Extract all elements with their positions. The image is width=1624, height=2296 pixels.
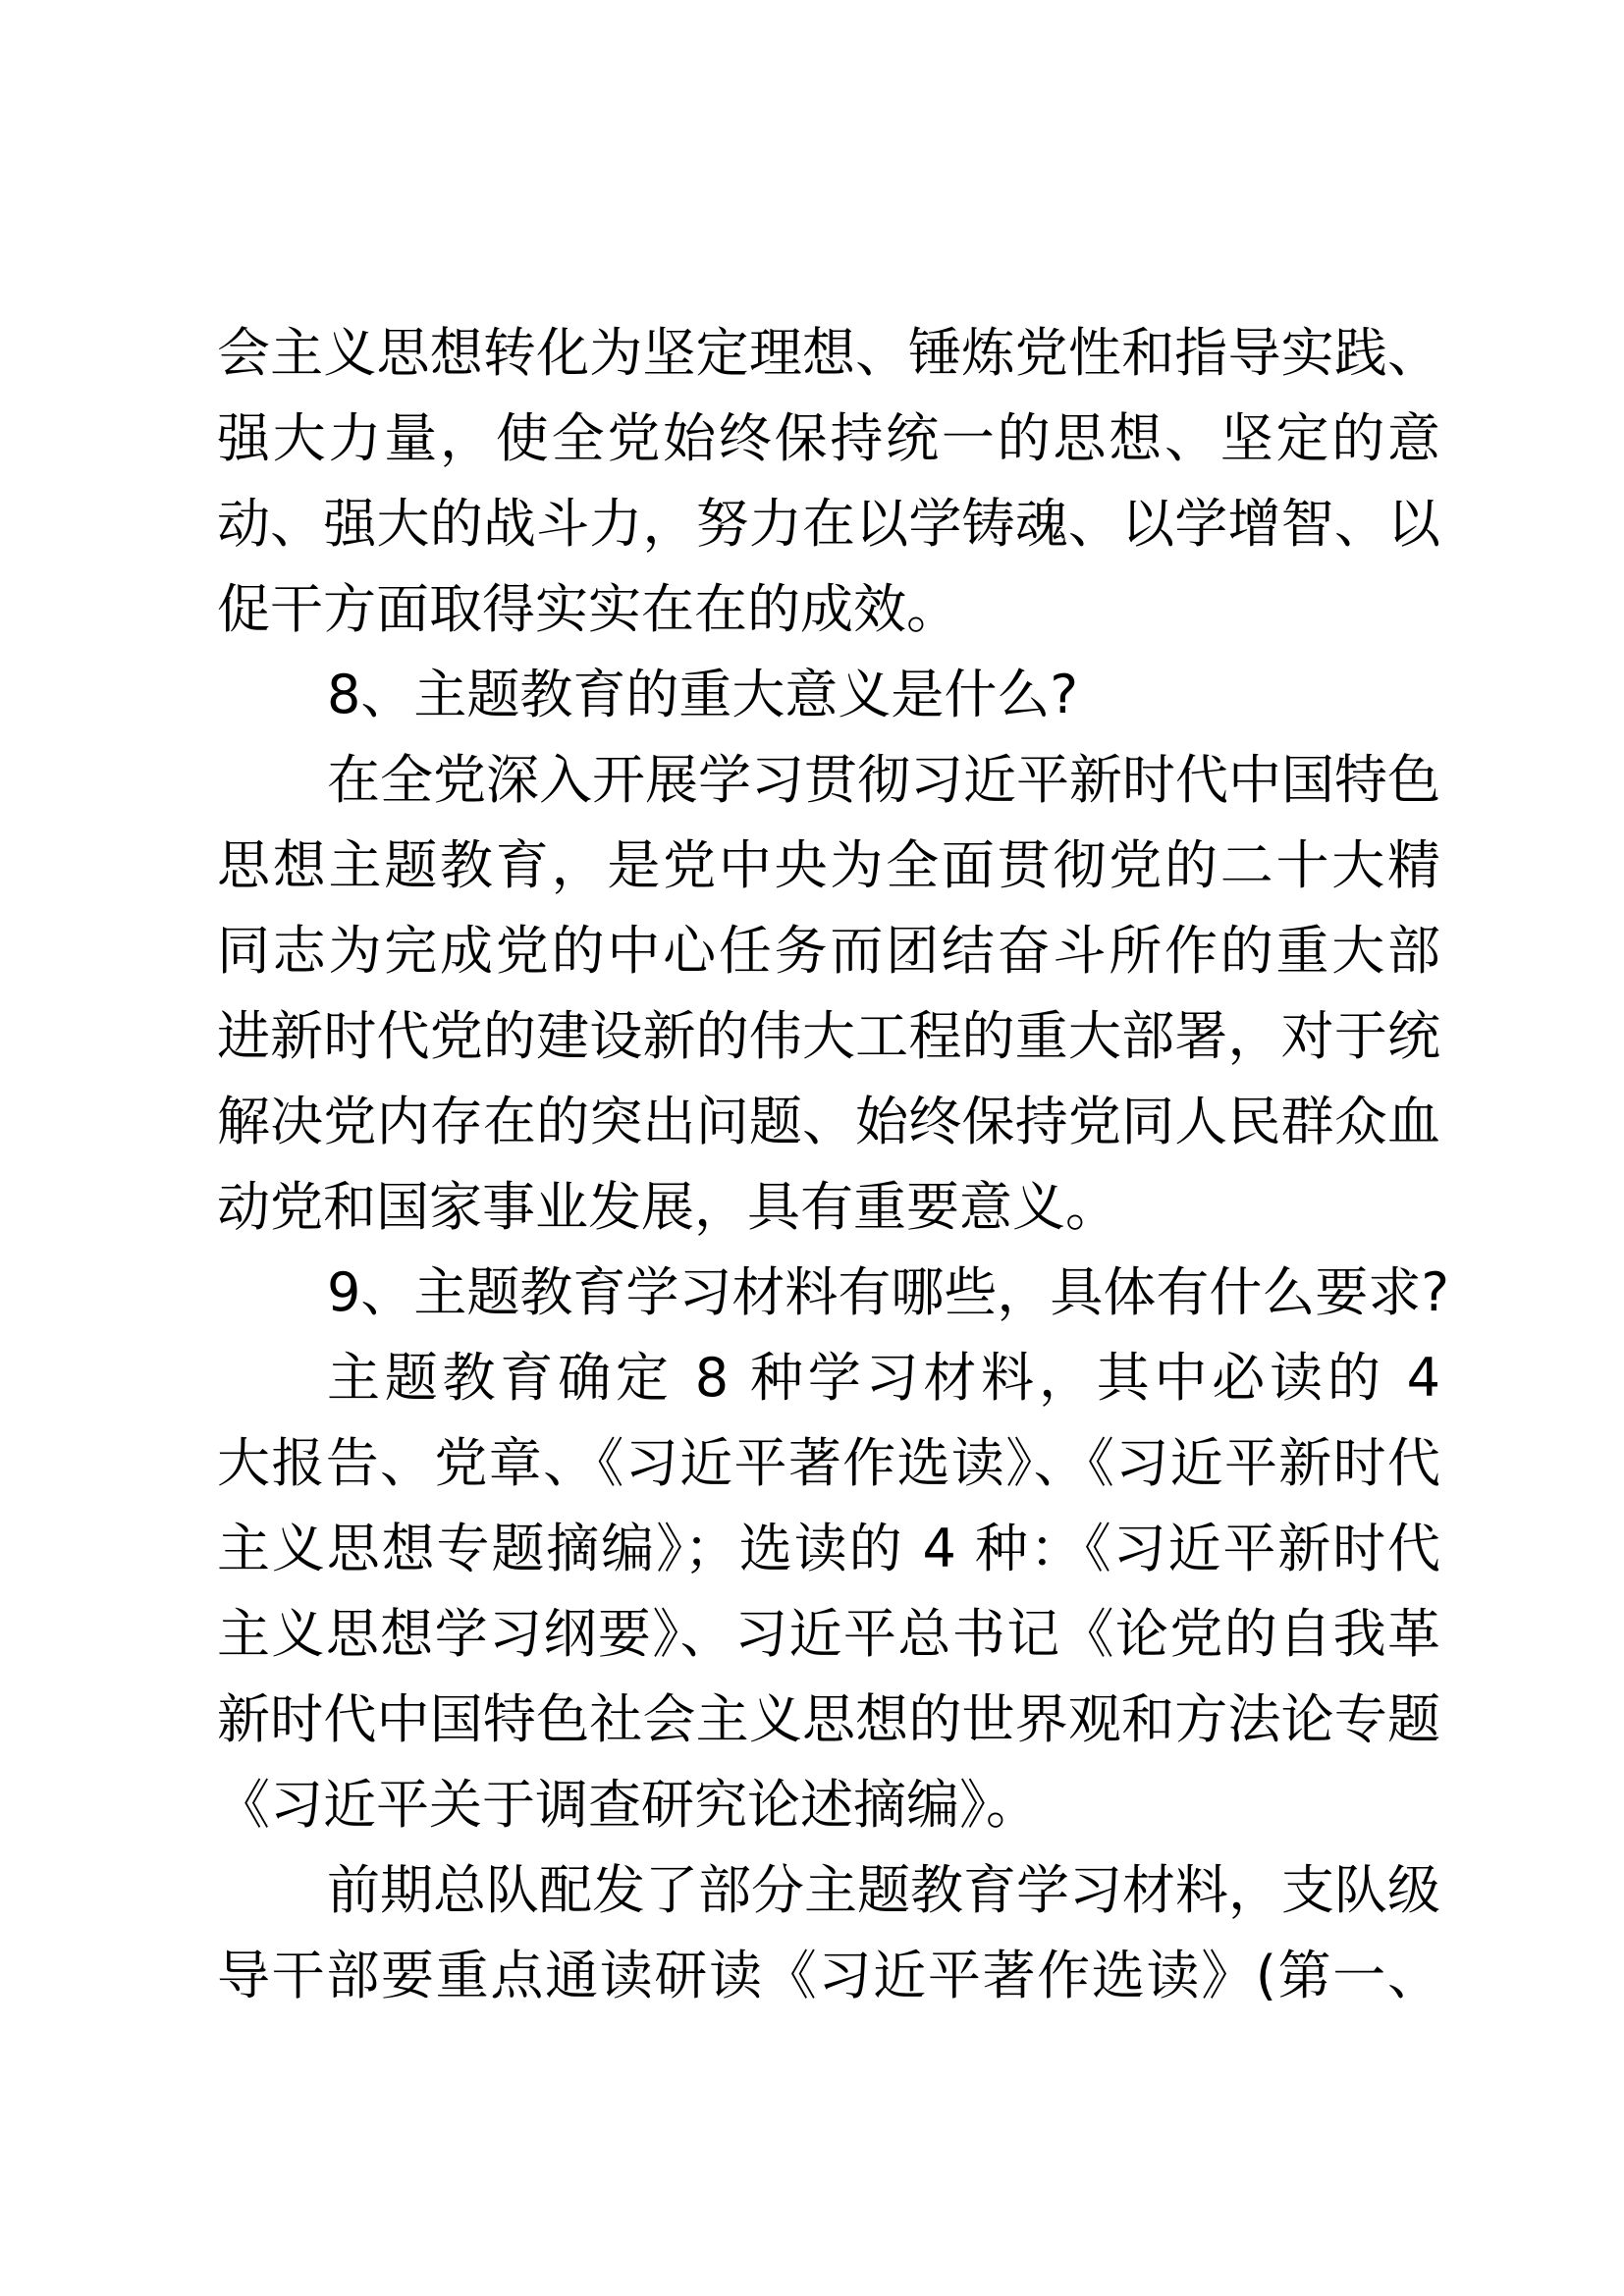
text-line: 主题教育确定 8 种学习材料，其中必读的 4 — [327, 1347, 1440, 1409]
text-line: 前期总队配发了部分主题教育学习材料，支队级 — [327, 1859, 1440, 1921]
text-line: 主义思想学习纲要》、习近平总书记《论党的自我革 — [217, 1603, 1440, 1665]
text-line: 新时代中国特色社会主义思想的世界观和方法论专题 — [217, 1688, 1440, 1750]
text-line: 主义思想专题摘编》；选读的 4 种：《习近平新时代 — [217, 1518, 1440, 1579]
text-line: 强大力量，使全党始终保持统一的思想、坚定的意 — [217, 407, 1440, 469]
text-line: 解决党内存在的突出问题、始终保持党同人民群众血 — [217, 1091, 1440, 1152]
text-line: 8、主题教育的重大意义是什么? — [327, 664, 1079, 725]
text-line: 导干部要重点通读研读《习近平著作选读》(第一、 — [217, 1945, 1440, 2006]
text-line: 同志为完成党的中心任务而团结奋斗所作的重大部 — [217, 920, 1440, 982]
text-line: 在全党深入开展学习贯彻习近平新时代中国特色 — [327, 749, 1440, 811]
text-line: 促干方面取得实实在在的成效。 — [217, 578, 959, 640]
text-line: 9、主题教育学习材料有哪些，具体有什么要求? — [327, 1261, 1450, 1323]
text-line: 动党和国家事业发展，具有重要意义。 — [217, 1176, 1118, 1238]
document-body — [217, 310, 1450, 2018]
text-line: 进新时代党的建设新的伟大工程的重大部署，对于统 — [217, 1005, 1440, 1067]
text-line: 动、强大的战斗力，努力在以学铸魂、以学增智、以 — [217, 493, 1440, 555]
text-line: 会主义思想转化为坚定理想、锤炼党性和指导实践、 — [217, 322, 1440, 384]
text-line: 《习近平关于调查研究论述摘编》。 — [217, 1774, 1039, 1836]
text-line: 大报告、党章、《习近平著作选读》、《习近平新时代 — [217, 1432, 1440, 1494]
text-line: 思想主题教育，是党中央为全面贯彻党的二十大精 — [217, 834, 1440, 896]
